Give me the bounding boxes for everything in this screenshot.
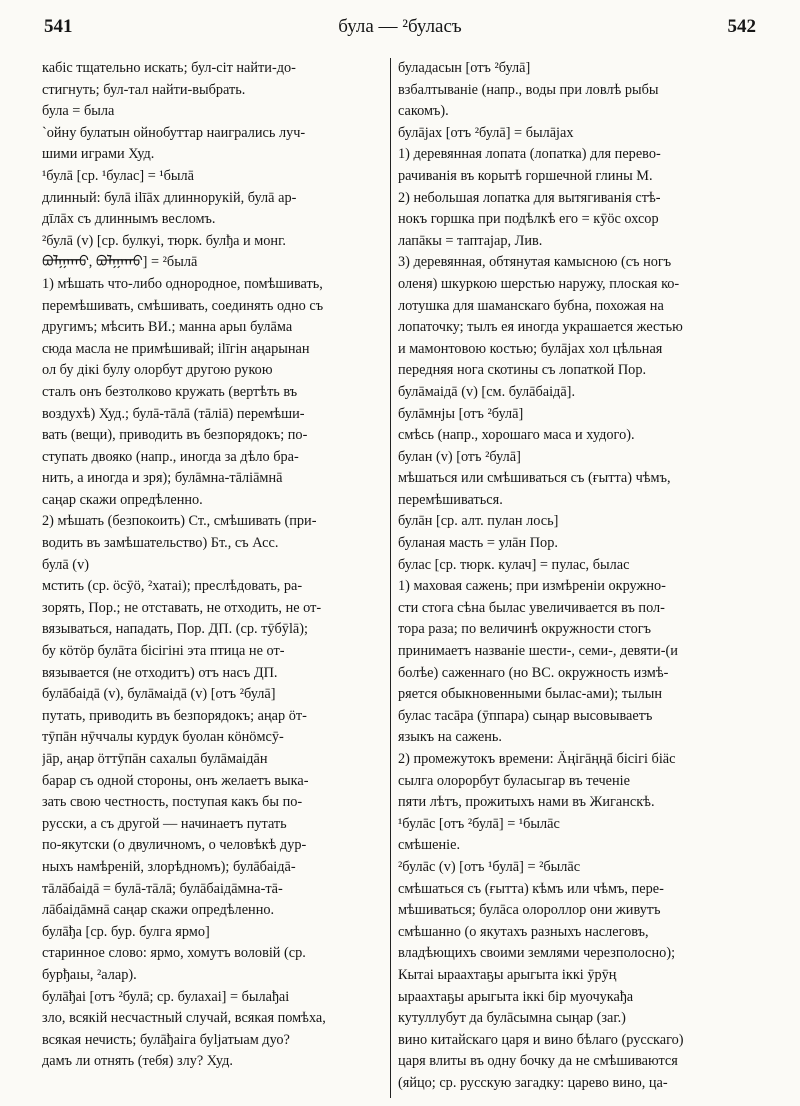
entry-definition-line: лотушка для шаманскаго бубна, похожая на: [398, 297, 664, 314]
entry-definition-line: нокъ горшка при подѣлкѣ его = кӯöс охсор: [398, 211, 659, 228]
entry-definition-line: вино китайскаго царя и вино бѣлаго (русскаго): [398, 1031, 684, 1048]
entry-definition-line: длинный: булā ilīāх длиннорукій, булā ар-: [42, 189, 297, 206]
entry-definition-line: мѣшиваться; булāса олороллор они живутъ: [398, 902, 661, 919]
entry-headword-line: ²булā (v) [ср. булкуі, тюрк. булђа и монг.: [42, 232, 286, 249]
entry-headword-line: булā (v): [42, 556, 89, 573]
entry-definition-line: взбалтываніе (напр., воды при ловлѣ рыбы: [398, 81, 659, 98]
entry-definition-line: 1) деревянная лопата (лопатка) для перево-: [398, 146, 661, 163]
entry-definition-line: зорять, Пор.; не отставать, не отходить, не от-: [42, 599, 322, 616]
entry-definition-line: путать, приводить въ безпорядокъ; аңар öт-: [42, 707, 307, 724]
entry-definition-line: языкъ на сажень.: [398, 729, 502, 746]
entry-definition-line: ᠪᠤᠯᠭᠠᠬᠤ, ᠪᠤᠯᠭᠠᠬᠤ] = ²былā: [42, 254, 198, 271]
entry-definition-line: вязываться, нападать, Пор. ДП. (ср. тӯбӯlā);: [42, 621, 309, 638]
entry-definition-line: `ойну булатын ойнобуттар наигрались луч-: [42, 124, 306, 141]
entry-headword-line: булāмнjы [отъ ²булā]: [398, 405, 524, 422]
entry-definition-line: ол бу дікі булу олорбут другою рукою: [42, 362, 273, 379]
entry-definition-line: мстить (ср. öсӯö, ²хатаі); преслѣдовать, ра-: [42, 578, 303, 595]
entry-headword-line: булāмаідā (v) [см. булāбаідā].: [398, 383, 576, 400]
entry-definition-line: смѣшанно (о якутахъ разныхъ наслеговъ,: [398, 923, 649, 940]
entry-definition-line: перемѣшивать, смѣшивать, соединять одно съ: [42, 297, 324, 314]
entry-definition-line: тора раза; по величинѣ окружности стогъ: [398, 621, 651, 638]
entry-definition-line: Кытаі ыраахтаҕы арыгыта іккі ӯрӯң: [398, 966, 617, 983]
entry-headword-line: булас [ср. тюрк. кулач] = пулас, былас: [398, 556, 630, 573]
entry-definition-line: ныхъ намѣреній, злорѣдномъ); булāбаідā-: [42, 858, 296, 875]
entry-definition-line: 2) мѣшать (безпокоить) Ст., смѣшивать (при-: [42, 513, 317, 530]
entry-definition-line: всякая нечисть; булāђаіга буljатыам дуо?: [42, 1031, 290, 1048]
entry-definition-line: 2) небольшая лопатка для вытягиванія стѣ-: [398, 189, 661, 206]
entry-definition-line: (яйцо; ср. русскую загадку: царево вино, ца-: [398, 1074, 668, 1091]
entry-definition-line: кабіс тщательно искать; бул-сіт найти-до-: [42, 60, 296, 76]
entry-headword-line: булан (v) [отъ ²булā]: [398, 448, 521, 465]
entry-definition-line: буланая масть = улāн Пор.: [398, 535, 558, 552]
left-column: [42, 58, 378, 1098]
entry-definition-line: царя влиты въ одну бочку да не смѣшиваются: [398, 1053, 678, 1070]
entry-headword-line: ¹булāс [отъ ²булā] = ¹былāс: [398, 815, 560, 832]
entry-definition-line: перемѣшиваться.: [398, 491, 503, 508]
entry-definition-line: другимъ; мѣсить ВИ.; манна арыı булāма: [42, 319, 293, 336]
column-divider: [390, 58, 391, 1098]
right-column: [398, 58, 754, 1098]
entry-definition-line: 1) мѣшать что-либо однородное, помѣшивать,: [42, 275, 323, 292]
entry-definition-line: смѣшеніе.: [398, 837, 461, 854]
left-page-number: 541: [44, 16, 73, 37]
entry-definition-line: по-якутски (о двуличномъ, о человѣкѣ дур-: [42, 837, 307, 854]
entry-headword-line: булāђа [ср. бур. булга ярмо]: [42, 923, 210, 940]
entry-headword-line: булāн [ср. алт. пулан лось]: [398, 513, 559, 530]
entry-definition-line: 1) маховая сажень; при измѣреніи окружно-: [398, 578, 666, 595]
entry-definition-line: вязывается (не отходитъ) отъ насъ ДП.: [42, 664, 278, 681]
entry-definition-line: смѣсь (напр., хорошаго маса и худого).: [398, 427, 635, 444]
entry-definition-line: русски, а съ другой — начинаетъ путать: [42, 815, 287, 832]
entry-definition-line: передняя нога скотины съ лопаткой Пор.: [398, 362, 647, 379]
entry-definition-line: водить въ замѣшательство) Бт., съ Асс.: [42, 535, 279, 552]
running-title: була — ²буласъ: [338, 16, 462, 37]
entry-definition-line: принимаетъ названіе шести-, семи-, девяти-(и: [398, 643, 678, 660]
entry-definition-line: сюда масла не примѣшивай; ilīгін аңарынан: [42, 340, 310, 357]
entry-definition-line: ступать двояко (напр., иногда за дѣло бра-: [42, 448, 299, 465]
entry-definition-line: сталъ онъ безтолково кружать (вертѣть въ: [42, 383, 298, 400]
entry-headword-line: ¹булā [ср. ¹булас] = ¹былā: [42, 167, 194, 184]
entry-definition-line: дīлāх съ длиннымъ весломъ.: [42, 211, 216, 228]
entry-definition-line: тāлāбаідā = булā-тāлā; булāбаідāмна-тā-: [42, 880, 283, 897]
entry-definition-line: ряется обыкновенными былас-ами); тылын: [398, 686, 663, 703]
page-header: [44, 16, 756, 46]
entry-definition-line: болѣе) саженнаго (но ВС. окружность измѣ-: [398, 664, 669, 681]
entry-definition-line: 2) промежутокъ времени: Äңігāңңā бісігі біäс: [398, 751, 676, 767]
entry-definition-line: дамъ ли отнять (тебя) злу? Худ.: [42, 1053, 233, 1070]
entry-definition-line: 3) деревянная, обтянутая камысною (съ ногъ: [398, 254, 672, 271]
entry-definition-line: булас тасāра (ӯппара) сыңар высовываетъ: [398, 707, 653, 724]
entry-definition-line: барар съ одной стороны, онъ желаетъ выка-: [42, 772, 309, 789]
entry-definition-line: вать (вещи), приводить въ безпорядокъ; по-: [42, 427, 308, 444]
entry-definition-line: зло, всякій несчастный случай, всякая помѣха,: [42, 1010, 326, 1027]
entry-definition-line: кутуллубут да булāсымна сыңар (заг.): [398, 1010, 626, 1027]
entry-definition-line: jāр, аңар öттӯпāн сахалыı булāмаідāн: [42, 751, 268, 767]
entry-headword-line: булāђаі [отъ ²булā; ср. булахаі] = былађаі: [42, 988, 290, 1005]
entry-definition-line: лāбаідāмнā саңар скажи опредѣленно.: [42, 902, 275, 919]
entry-definition-line: шими играми Худ.: [42, 146, 155, 163]
entry-definition-line: стигнуть; бул-тал найти-выбрать.: [42, 81, 246, 98]
entry-definition-line: сакомъ).: [398, 103, 449, 120]
entry-definition-line: рачиванія въ корытѣ горшечной глины М.: [398, 167, 653, 184]
entry-definition-line: ыраахтаҕы арыгыта іккі бір муочукађа: [398, 988, 634, 1005]
right-page-number: 542: [727, 16, 756, 37]
entry-definition-line: смѣшаться съ (ғытта) кѣмъ или чѣмъ, пере-: [398, 880, 664, 897]
entry-definition-line: и мамонтовою костью; булājах хол цѣльная: [398, 340, 663, 357]
entry-definition-line: сылга олорорбут буласыгар въ теченіе: [398, 772, 630, 789]
entry-definition-line: лапāкы = таптаjар, Лив.: [398, 232, 543, 249]
entry-headword-line: буладасын [отъ ²булā]: [398, 60, 531, 76]
entry-definition-line: воздухѣ) Худ.; булā-тāлā (тāліā) перемѣши-: [42, 405, 305, 422]
entry-definition-line: оленя) шкуркою шерстью наружу, плоская ко-: [398, 275, 680, 292]
entry-definition-line: саңар скажи опредѣленно.: [42, 491, 203, 508]
entry-headword-line: булāбаідā (v), булāмаідā (v) [отъ ²булā]: [42, 686, 276, 703]
entry-definition-line: сти стога сѣна былас увеличивается въ пол-: [398, 599, 665, 616]
entry-headword-line: була = была: [42, 103, 115, 120]
entry-definition-line: нить, а иногда и зря); булāмна-тāліāмнā: [42, 470, 283, 487]
entry-definition-line: лопаточку; тылъ ея иногда украшается жестью: [398, 319, 683, 336]
entry-definition-line: мѣшаться или смѣшиваться съ (ғытта) чѣмъ,: [398, 470, 671, 487]
entry-definition-line: тӯпāн нӯччалы курдук буолан кöнöмсӯ-: [42, 729, 284, 746]
entry-headword-line: ²булāс (v) [отъ ¹булā] = ²былāс: [398, 858, 581, 875]
entry-definition-line: бурђаıы, ²алар).: [42, 966, 137, 983]
entry-headword-line: булājах [отъ ²булā] = былājах: [398, 124, 574, 141]
entry-definition-line: зать свою честность, поступая какъ бы по-: [42, 794, 303, 811]
entry-definition-line: бу кöтöр булāта бісігіні эта птица не от-: [42, 643, 285, 660]
entry-definition-line: владѣющихъ своими землями черезполосно);: [398, 945, 676, 962]
entry-definition-line: старинное слово: ярмо, хомутъ воловій (ср.: [42, 945, 306, 962]
entry-definition-line: пяти лѣтъ, прожитыхъ нами въ Жиганскѣ.: [398, 794, 655, 811]
